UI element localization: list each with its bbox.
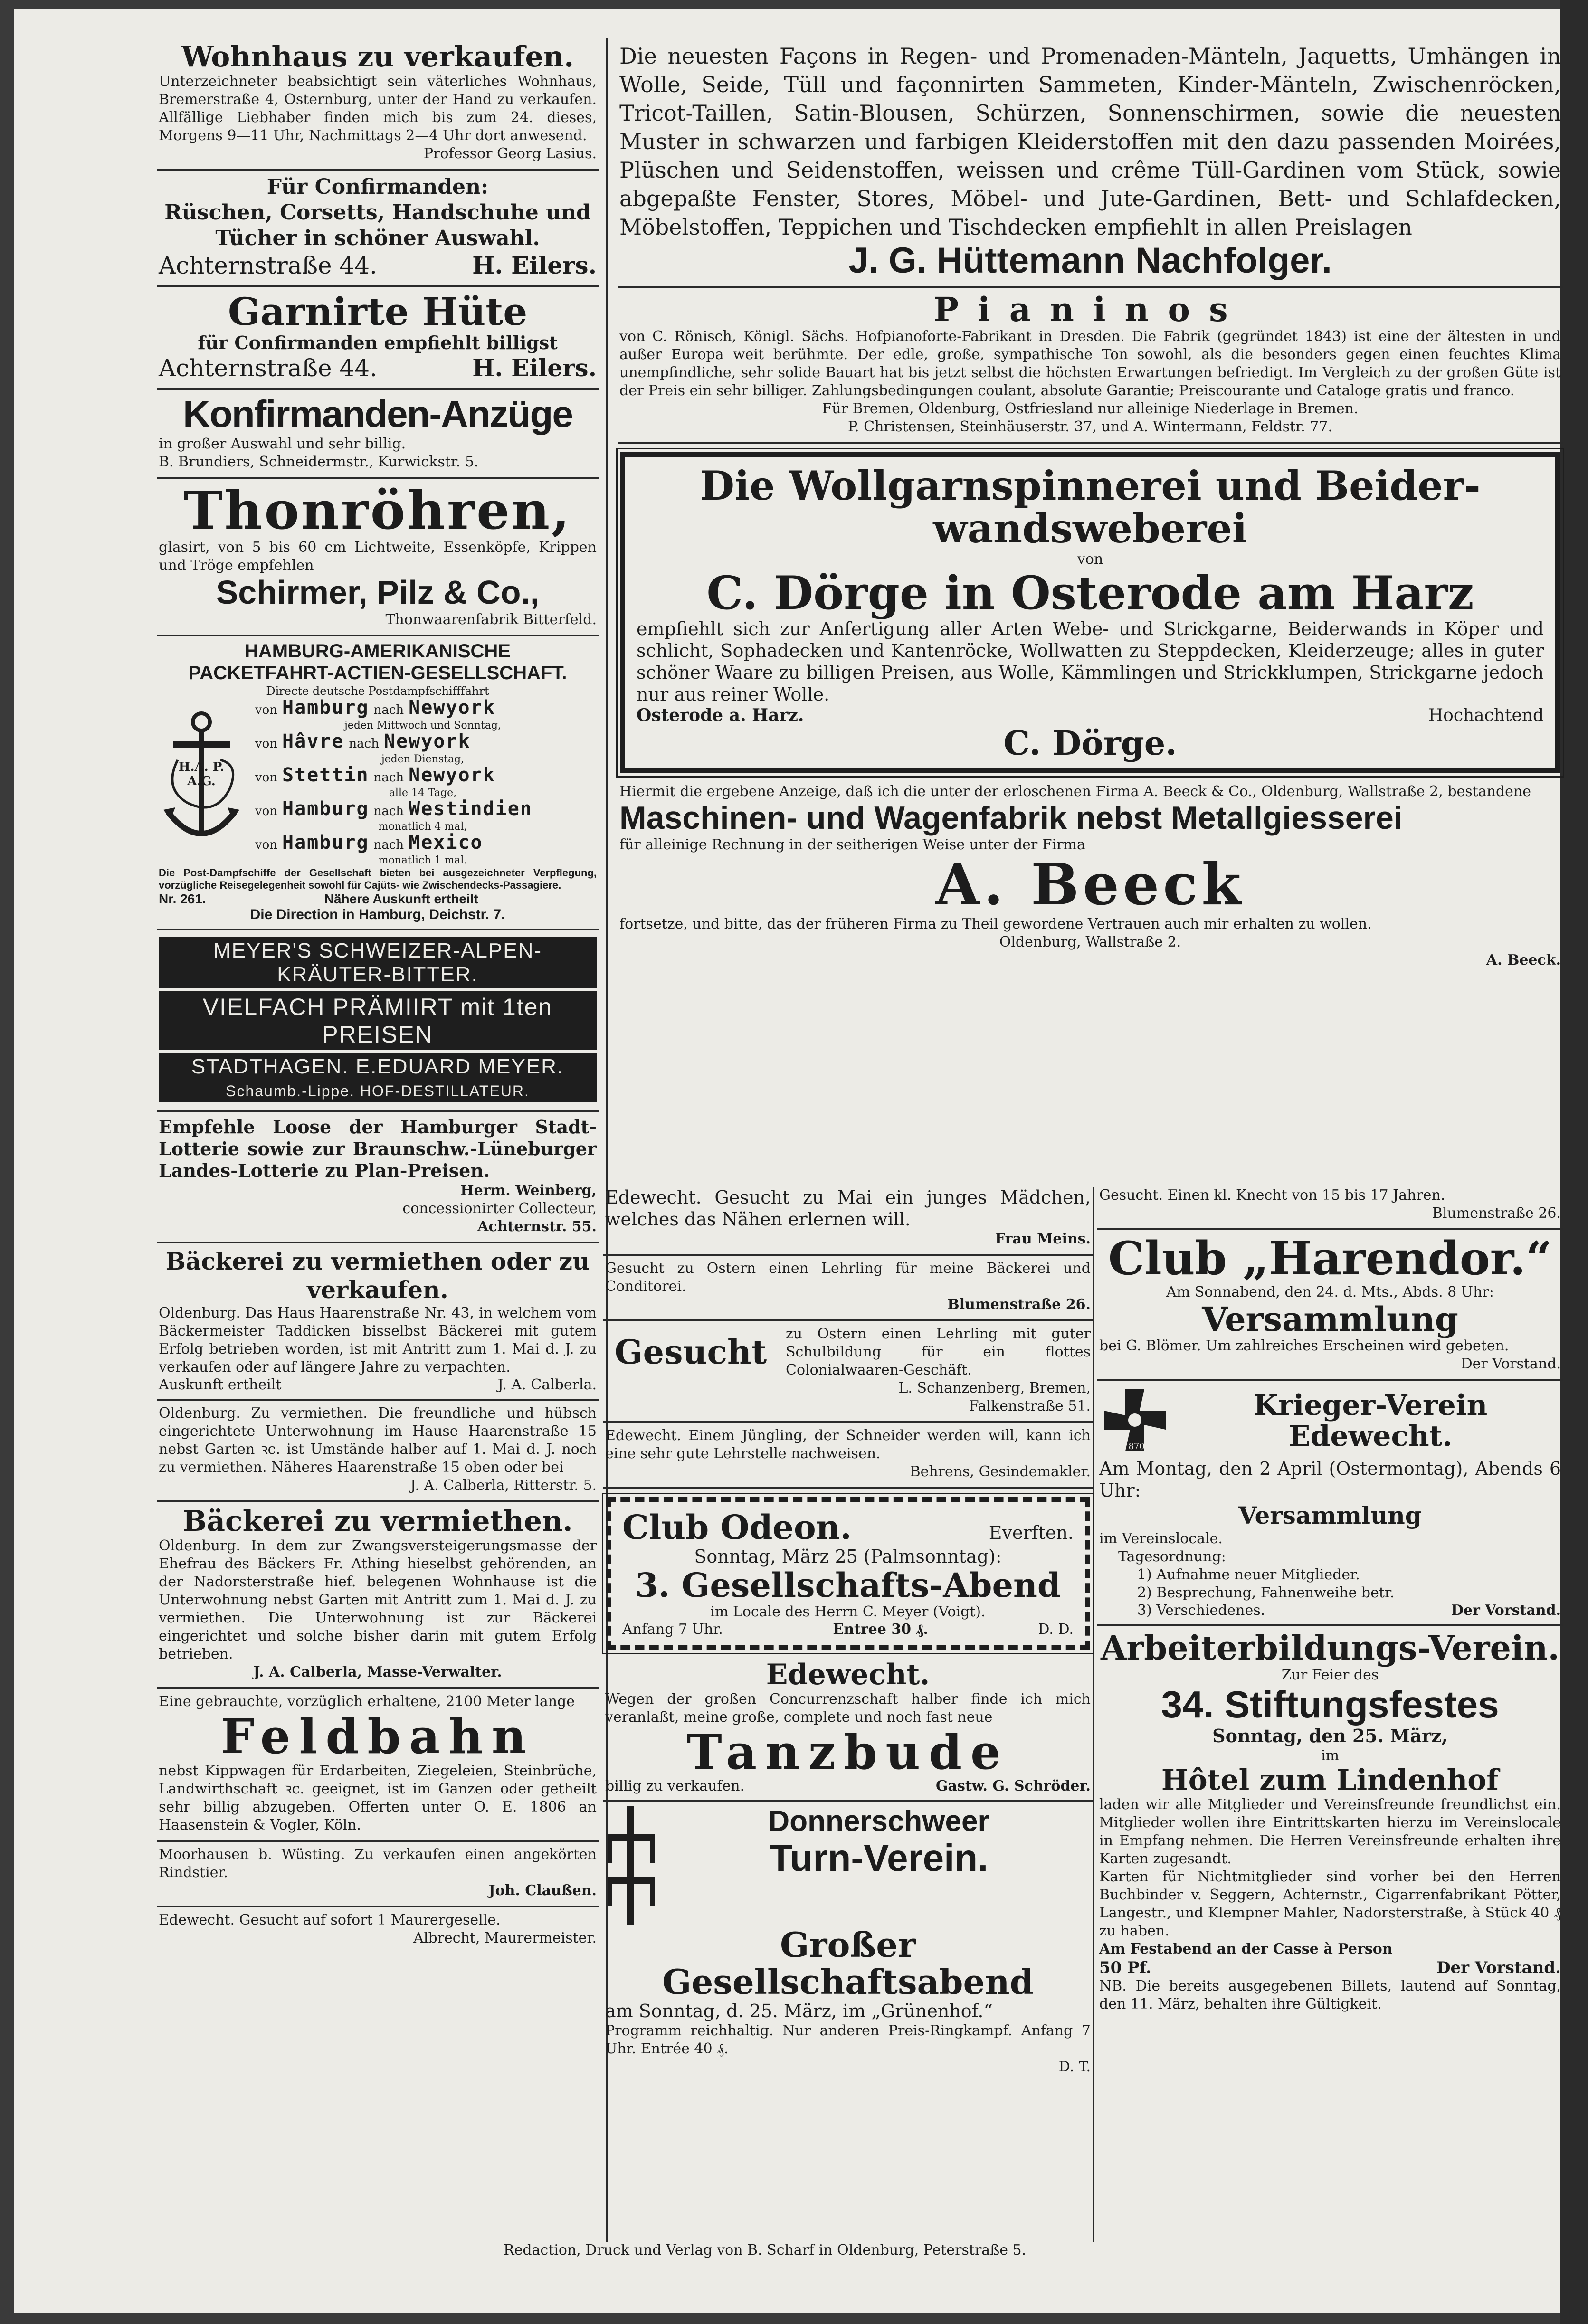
ad-date: Am Montag, den 2 April (Ostermontag), Abends 6 Uhr: [1099,1458,1561,1501]
ad-title: Arbeiterbildungs-Verein. [1101,1628,1559,1668]
route-to: Newyork [409,764,495,786]
ad-maedchen [603,1183,1093,1256]
ad-lead: Eine gebrauchte, vorzüglich erhaltene, 2100 Meter lange [159,1693,575,1710]
ad-location: im Vereinslocale. [1099,1530,1223,1547]
ad-title-2: wandsweberei [933,505,1247,552]
ad-title: Maschinen- und Wagenfabrik nebst Metallgiesserei [619,800,1403,836]
ad-signature: Gastw. G. Schröder. [935,1777,1091,1794]
ad-baeckerei-2 [157,1502,599,1689]
ad-tanzbude [603,1656,1093,1802]
ad-hapag [157,636,599,930]
route-nach: nach [349,736,379,751]
route-row [249,799,597,821]
ad-body: in großer Auswahl und sehr billig. [159,435,406,452]
ad-title-2: Edewecht. [1288,1420,1453,1453]
ad-signature: L. Schanzenberg, Bremen, [898,1380,1091,1396]
ad-title-1: Krieger-Verein [1253,1389,1488,1423]
ad-firm: J. G. Hüttemann Nachfolger. [848,240,1332,281]
ad-signature: H. Eilers. [472,354,597,382]
turner-cross-icon [605,1806,657,1926]
ad-kasse: Am Festabend an der Casse à Person [1099,1941,1393,1958]
ad-feldbahn [157,1689,599,1842]
ad-body: Die neuesten Façons in Regen- und Promenaden-Mänteln, Jaquetts, Umhängen in Wolle, Seide, Tüll und façonnirten Sammeten, Kinder-Mänteln, Zwischenröcken, Tricot-Taillen, Satin-Blousen, Schürzen, Sonnenschirmen, sowie die neuesten Muster in schwarzen und farbigen Kleiderstoffen mit den dazu passenden Moirées, Plüschen und Seidenstoffen, weissen und crême Tüll-Gardinen vom Stück, sowie abgepaßte Fenster, Stores, Möbel- und Jute-Gardinen, Bett- und Schlafdecken, Möbelstoffen, Teppichen und Tischdecken empfiehlt in allen Preislagen [619,43,1561,240]
ad-signature: Professor Georg Lasius. [423,145,597,162]
ad-place: Oldenburg, Wallstraße 2. [999,934,1181,951]
ad-line-2: Programm reichhaltig. Nur anderen Preis-Ringkampf. Anfang 7 Uhr. Entrée 40 ₰. [605,2022,1091,2058]
route-to: Newyork [383,730,471,752]
ad-tail: fortsetze, und bitte, das der früheren Firma zu Theil gewordene Vertrauen auch mir erhalten zu wollen. [619,916,1372,933]
ad-price: Entree 30 ₰. [833,1621,928,1638]
ad-footer-left: Auskunft ertheilt [159,1376,282,1393]
ad-signature: Blumenstraße 26. [1432,1205,1561,1222]
ad-venue: Hôtel zum Lindenhof [1161,1764,1499,1797]
ad-body: Empfehle Loose der Hamburger Stadt-Lotterie sowie zur Braunschw.-Lüneburger Landes-Lotterie zu Plan-Preisen. [159,1116,597,1181]
agenda-title: Tagesordnung: [1118,1548,1226,1565]
meyer-line-1: MEYER'S SCHWEIZER-ALPEN-KRÄUTER-BITTER. [159,937,597,988]
ad-price: 50 Pf. [1099,1958,1151,1978]
ad-signature: Der Vorstand. [1461,1356,1561,1373]
ad-anzuege [157,390,599,478]
ad-footer-left: billig zu verkaufen. [605,1777,745,1794]
ad-title: Bäckerei zu vermiethen. [182,1504,573,1538]
ad-harendor [1097,1230,1563,1381]
ad-address: Achternstraße 44. [159,354,377,382]
ad-mid: für alleinige Rechnung in der seitherigen Weise unter der Firma [619,836,1085,853]
ad-body: Edewecht. Einem Jüngling, der Schneider werden will, kann ich eine sehr gute Lehrstelle nachweisen. [605,1427,1091,1462]
ad-signature: C. Dörge. [1003,723,1177,763]
ad-huete [157,287,599,390]
ad-body-2: Karten für Nichtmitglieder sind vorher bei den Herren Buchbinder v. Seggern, Achternstr., Cigarrenfabrikant Pötter, Langestr., und Klempner Mahler, Nadorsterstraße, à Stück 40 ₰ zu haben. [1099,1869,1561,1940]
ad-loose [157,1112,599,1243]
ad-title: Bäckerei zu vermiethen oder zu verkaufen. [165,1247,590,1304]
ad-title: Pianinos [933,290,1247,330]
ad-title-1: Die Wollgarnspinnerei und Beider- [700,462,1481,509]
ad-von: von [1077,551,1103,568]
ad-body: nebst Kippwagen für Erdarbeiten, Ziegeleien, Steinbrüche, Landwirthschaft ꝛc. geeignet, ist im Ganzen oder getheilt sehr billig abzugeben. Offerten unter O. E. 1806 an Haasenstein & Vogler, Köln. [159,1762,597,1833]
route-note: alle 14 Tage, [389,787,457,799]
ad-signature: D. D. [1038,1621,1074,1638]
ad-signature: Der Vorstand. [1436,1958,1561,1978]
route-from: Hamburg [282,696,369,719]
ad-thonroehren [157,479,599,636]
ad-title: Thonröhren, [183,479,572,541]
ad-signature: Frau Meins. [995,1231,1091,1247]
route-to: Westindien [409,797,533,820]
iron-cross-icon [1099,1385,1170,1458]
ad-body: Edewecht. Gesucht zu Mai ein junges Mädchen, welches das Nähen erlernen will. [605,1187,1091,1230]
route-nach: nach [373,804,404,818]
ad-title: Tanzbude [686,1724,1009,1780]
ad-lead: Hiermit die ergebene Anzeige, daß ich die unter der erloschenen Firma A. Beeck & Co., Oldenburg, Wallstraße 2, bestandene [619,783,1531,800]
left-column [157,38,599,2242]
ad-footer [637,705,1544,725]
ad-body: von C. Rönisch, Königl. Sächs. Hofpianoforte-Fabrikant in Dresden. Die Fabrik (gegründet 1843) ist eine der ältesten in und außer Europa weit berühmte. Der edle, große, sympathische Ton sowohl, als die besonders gegen einen feuchtes Klima unempfindliche, sehr solide Bauart hat bis jetzt selbst die höchsten Erwartungen befriedigt. Im Vergleich zu der großen Güte ist der Preis ein sehr billiger. Zahlungsbedingungen coulant, absolute Garantie; Preiscourante und Cataloge gratis und franco. [619,328,1561,399]
ad-signature: J. A. Calberla, Masse-Verwalter. [253,1663,502,1680]
route-from: Hamburg [282,797,369,820]
ad-line-3: P. Christensen, Steinhäuserstr. 37, und A. Wintermann, Feldstr. 77. [847,418,1333,435]
ad-title: Wohnhaus zu verkaufen. [181,40,574,74]
route-von: von [255,702,277,717]
route-von: von [255,804,277,818]
agenda-item: 2) Besprechung, Fahnenweihe betr. [1137,1584,1395,1602]
ad-meyer [157,930,599,1112]
ad-firm: C. Dörge in Osterode am Harz [706,566,1474,620]
ad-event: Großer Gesellschaftsabend [662,1924,1034,2002]
hapag-routes [159,698,597,867]
ad-signature: H. Eilers. [472,251,597,279]
ad-head: Edewecht. [766,1658,930,1692]
ad-body: Edewecht. Gesucht auf sofort 1 Maurergeselle. [159,1911,501,1928]
ad-firm: Schirmer, Pilz & Co., [216,574,540,611]
ad-signature: Behrens, Gesindemakler. [910,1463,1091,1480]
ad-line-2: Für Bremen, Oldenburg, Ostfriesland nur alleinige Niederlage in Bremen. [822,400,1359,417]
ad-title: Konfirmanden-Anzüge [183,393,572,436]
route-row [249,732,597,753]
ad-schneider [603,1423,1093,1489]
route-nach: nach [373,770,404,785]
ad-baeckerei-1 [157,1243,599,1401]
ad-body: zu Ostern einen Lehrling mit guter Schulbildung für ein flottes Colonialwaaren-Geschäft. [786,1326,1091,1378]
hapag-title-1: HAMBURG-AMERIKANISCHE [245,640,511,662]
ad-footer [159,251,597,280]
right-column [1097,1183,1563,2242]
ad-title: Für Confirmanden: [266,174,489,199]
binding-edge [1560,0,1588,2324]
hapag-title-2: PACKETFAHRT-ACTIEN-GESELLSCHAFT. [188,662,567,683]
ad-title: Gesucht [614,1332,767,1372]
ad-signature: B. Brundiers, Schneidermstr., Kurwickstr. 5. [159,453,479,470]
route-from: Stettin [282,764,369,786]
hapag-emblem-text: H.A. P. A.G. [178,759,225,788]
hapag-lead: Directe deutsche Postdampfschifffahrt [266,684,489,698]
ad-body: empfiehlt sich zur Anfertigung aller Arten Webe- und Strickgarne, Beiderwands in Köper und schlicht, Sophadecken und Kantenröcke, Wollwatten zu Steppdecken, Kleiderzeuge; alles in guter schöner Waare zu billigen Preisen, aus Wolle, Kämmlingen und Strickklumpen, Strickgarne jedoch nur aus reiner Wolle. [637,618,1544,705]
ad-doerge [620,452,1560,774]
middle-column [603,1183,1093,2242]
ad-event: Versammlung [1238,1501,1422,1530]
ad-place: Osterode a. Harz. [637,705,804,725]
ad-signature: Joh. Claußen. [488,1882,597,1899]
hapag-footer: Die Post-Dampfschiffe der Gesellschaft bieten bei ausgezeichneter Verpflegung, vorzügliche Reisegelegenheit sowohl für Cajüts- wie Zwischendecks-Passagiere. [159,866,597,891]
ad-odeon [606,1497,1090,1650]
ad-date: Am Sonnabend, den 24. d. Mts., Abds. 8 Uhr: [1166,1283,1494,1300]
ad-signature: Albrecht, Maurermeister. [413,1929,597,1946]
ad-title-line: concessionirter Collecteur, [402,1200,597,1217]
ad-signature: Blumenstraße 26. [947,1296,1091,1313]
ad-body: Oldenburg. Das Haus Haarenstraße Nr. 43, in welchem vom Bäckermeister Taddicken bisselbst Bäckerei mit gutem Erfolg betrieben worden, ist mit Antritt zum 1. Mai d. J. zu verkaufen oder auf längere Jahre zu verpachten. [159,1304,597,1375]
ad-im: im [1321,1747,1340,1764]
ad-lehrling [603,1256,1093,1321]
route-to: Mexico [409,831,483,854]
ad-event: Versammlung [1202,1299,1458,1339]
ad-nb: NB. Die bereits ausgegebenen Billets, lautend auf Sonntag, den 11. März, behalten ihre Gültigkeit. [1099,1978,1561,2013]
column-rule-right [1093,1187,1094,2242]
route-note: monatlich 1 mal. [378,854,467,866]
route-note: monatlich 4 mal, [378,820,467,833]
ad-date: am Sonntag, d. 25. März, im „Grünenhof.“ [605,2001,993,2022]
ad-title: Feldbahn [220,1708,535,1764]
ad-address: Achternstr. 55. [477,1218,597,1235]
ad-address: Falkenstraße 51. [969,1398,1091,1414]
ad-maurer [157,1907,599,1953]
ad-greeting: Hochachtend [1428,705,1544,725]
ad-address: Achternstraße 44. [159,251,377,279]
ad-body: Oldenburg. In dem zur Zwangsversteigerungsmasse der Ehefrau des Bäckers Fr. Athing hieselbst gehörenden, an der Nadorsterstraße hief. belegenen Wohnhause ist die Unterwohnung nebst Garten mit Antritt zum 1. Mai d. J. zu vermiethen. Die Unterwohnung ist zur Bäckerei eingerichtet und solche bisher darin mit gutem Erfolg betrieben. [159,1537,597,1662]
ad-lead: Zur Feier des [1281,1666,1379,1683]
ad-body: Gesucht. Einen kl. Knecht von 15 bis 17 Jahren. [1099,1187,1445,1204]
hapag-info-2: Die Direction in Hamburg, Deichstr. 7. [250,906,505,922]
ad-date: Sonntag, den 25. März, [1212,1725,1448,1747]
ad-signature: Der Vorstand. [1451,1602,1561,1619]
ad-wohnhaus [157,38,599,171]
route-row [249,766,597,787]
ad-title: Garnirte Hüte [228,289,528,334]
ad-signature: J. A. Calberla, Ritterstr. 5. [410,1477,597,1494]
ad-body: Rüschen, Corsetts, Handschuhe und Tücher in schöner Auswahl. [164,200,591,250]
ad-vermiethen [157,1401,599,1502]
hapag-info [159,892,597,907]
route-to: Newyork [409,696,495,719]
ad-body: Wegen der großen Concurrenzschaft halber finde ich mich veranlaßt, meine große, complete und noch fast neue [605,1690,1091,1726]
route-note: jeden Mittwoch und Sonntag, [344,719,501,731]
ad-signature: A. Beeck. [1486,952,1561,969]
ad-time: Anfang 7 Uhr. [622,1621,723,1638]
ad-title-2: Turn-Verein. [769,1836,989,1879]
ad-krieger [1097,1381,1563,1626]
ad-body: glasirt, von 5 bis 60 cm Lichtweite, Essenköpfe, Krippen und Tröge empfehlen [159,539,597,574]
ad-name: Herm. Weinberg, [460,1182,597,1199]
meyer-line-2: VIELFACH PRÄMIIRT mit 1ten PREISEN [159,991,597,1050]
ad-arbeiterverein [1097,1626,1563,2019]
meyer-line-3: STADTHAGEN. E.EDUARD MEYER. [159,1053,597,1081]
ad-confirmanden [157,171,599,287]
anchor-icon [159,708,244,850]
ad-footer [159,1376,597,1393]
agenda-item: 1) Aufnahme neuer Mitglieder. [1137,1566,1360,1584]
ad-place: Everften. [989,1522,1074,1543]
ad-firm: A. Beeck [935,851,1245,918]
route-row [249,698,597,720]
route-nach: nach [373,702,404,717]
ad-signature: J. A. Calberla. [497,1376,597,1393]
hapag-nr: Nr. 261. [159,891,206,906]
ad-body: Gesucht zu Ostern einen Lehrling für meine Bäckerei und Conditorei. [605,1260,1091,1295]
ad-body: für Confirmanden empfiehlt billigst [198,332,558,354]
hapag-info-1: Nähere Auskunft ertheilt [324,891,478,906]
agenda-item: 3) Verschiedenes. [1137,1602,1265,1619]
ad-signature: D. T. [1058,2058,1091,2076]
ad-event: 34. Stiftungsfestes [1161,1683,1499,1726]
ad-rindstier [157,1842,599,1907]
ad-location: im Locale des Herrn C. Meyer (Voigt). [710,1603,986,1621]
route-from: Hâvre [282,730,344,752]
ad-event: 3. Gesellschafts-Abend [635,1565,1061,1605]
imprint: Redaction, Druck und Verlag von B. Scharf in Oldenburg, Peterstraße 5. [504,2242,1027,2258]
ad-huettemann [618,38,1563,288]
route-nach: nach [373,837,404,852]
ad-body: Moorhausen b. Wüsting. Zu verkaufen einen angekörten Rindstier. [159,1846,597,1881]
ad-body: Oldenburg. Zu vermiethen. Die freundliche und hübsch eingerichtete Unterwohnung im Hause Haarenstraße 15 nebst Garten ꝛc. ist Umstände halber auf 1. Mai d. J. noch zu vermiethen. Näheres Haarenstraße 15 oben oder bei [159,1404,597,1476]
ad-title-1: Donnerschweer [768,1804,989,1838]
route-von: von [255,770,277,785]
ad-body: bei G. Blömer. Um zahlreiches Erscheinen wird gebeten. [1099,1337,1509,1355]
route-note: jeden Dienstag, [381,753,465,765]
ad-turnverein [603,1802,1093,2082]
ad-body: laden wir alle Mitglieder und Vereinsfreunde freundlichst ein. Mitglieder wollen ihre Eintrittskarten hierzu im Vereinslocale in Empfang nehmen. Die Herren Vereinsfreunde erhalten ihre Karten zugesandt. [1099,1796,1561,1868]
route-from: Hamburg [282,831,369,854]
ad-gesucht [603,1321,1093,1423]
ad-subtitle: Thonwaarenfabrik Bitterfeld. [385,611,597,628]
ad-body: Unterzeichneter beabsichtigt sein väterliches Wohnhaus, Bremerstraße 4, Osternburg, unter der Hand zu verkaufen. Allfällige Liebhaber finden mich bis zum 24. dieses, Morgens 9—11 Uhr, Nachmittags 2—4 Uhr dort anwesend. [159,73,597,144]
ad-pianinos [618,288,1563,444]
ad-knecht [1097,1183,1563,1230]
ad-title: Club „Harendor.“ [1108,1232,1552,1285]
route-von: von [255,837,277,852]
ad-beeck [618,779,1563,975]
route-von: von [255,736,277,751]
ad-date: Sonntag, März 25 (Palmsonntag): [694,1546,1002,1567]
ad-title: Club Odeon. [622,1508,852,1547]
ad-footer [159,354,597,382]
meyer-line-4: Schaumb.-Lippe. HOF-DESTILLATEUR. [159,1081,597,1102]
top-right-block [618,38,1563,969]
route-row [249,833,597,854]
cross-year: 1870 [1123,1442,1145,1452]
